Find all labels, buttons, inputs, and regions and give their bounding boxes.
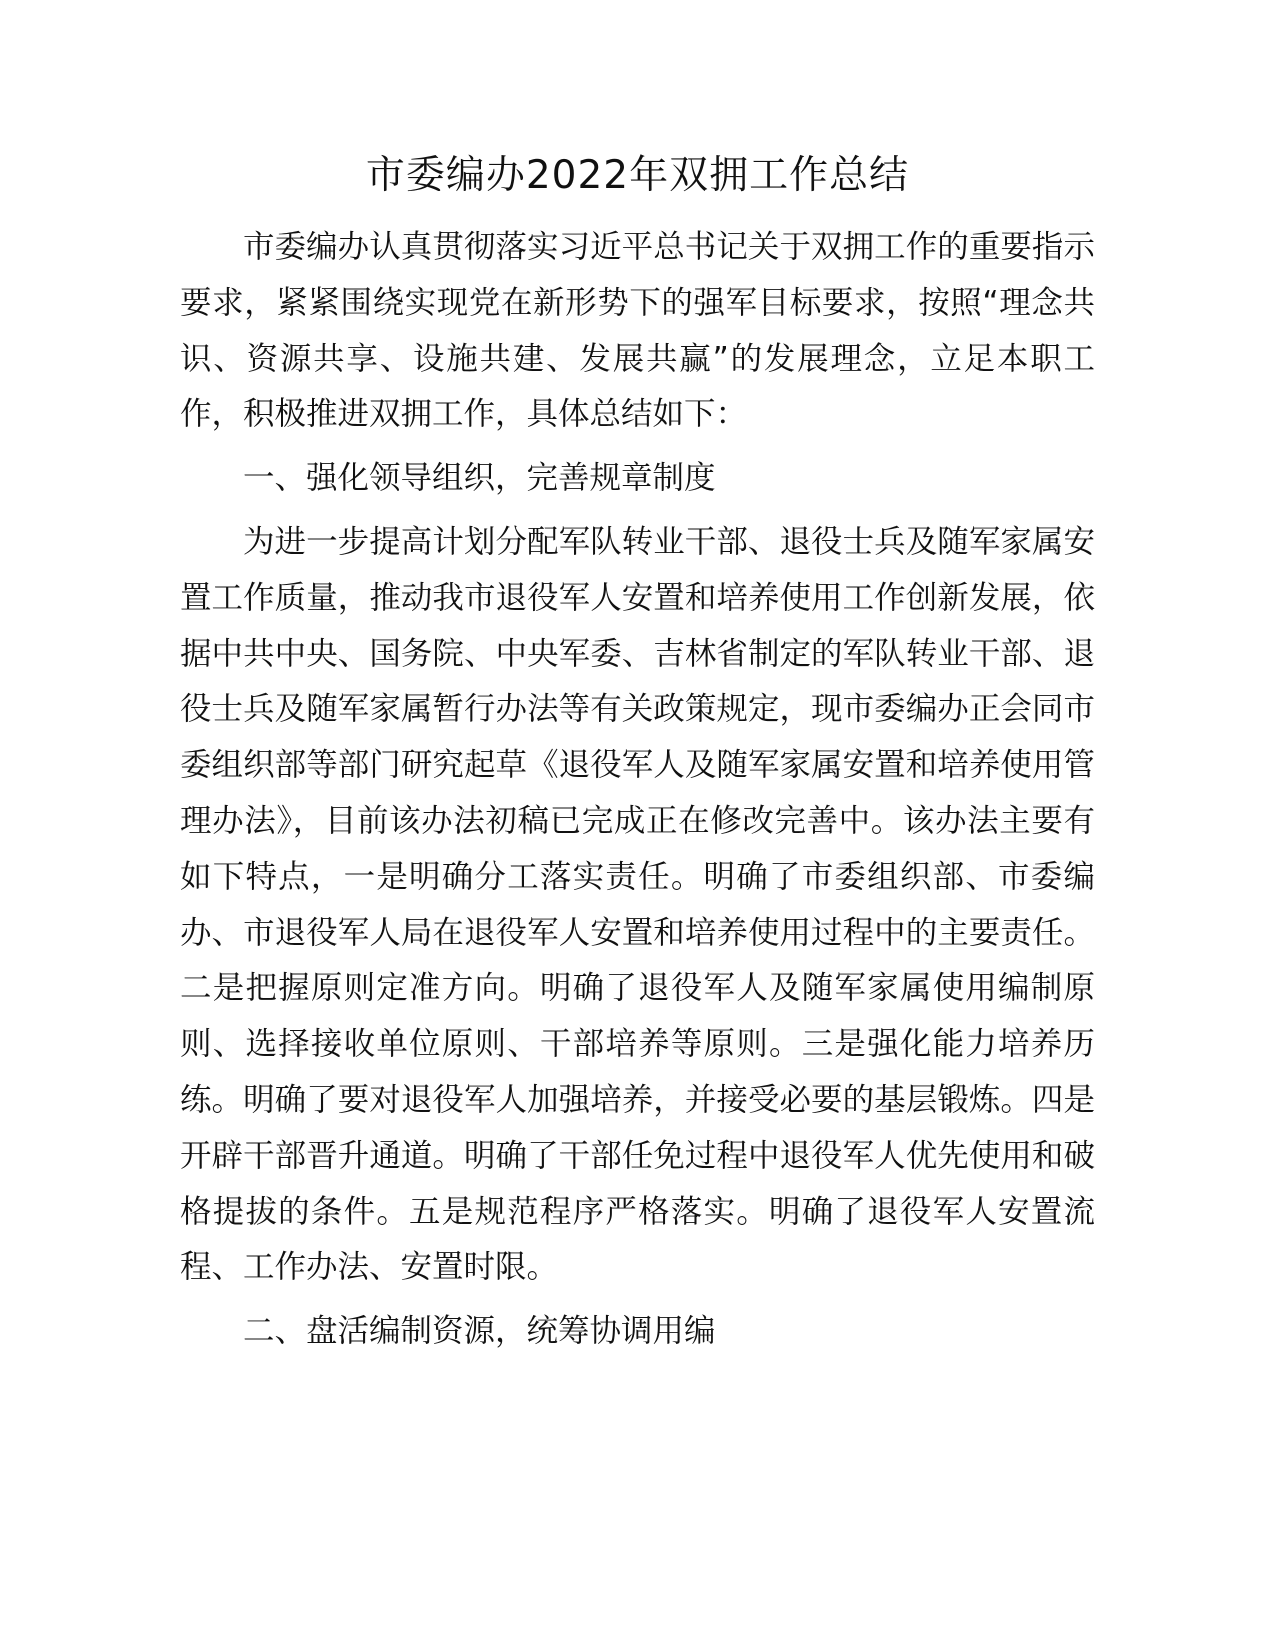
section-heading-2: 二、盘活编制资源，统筹协调用编 bbox=[243, 1313, 716, 1350]
section-1-paragraph: 为进一步提高计划分配军队转业干部、退役士兵及随军家属安置工作质量，推动我市退役军人安置和培养使用工作创新发展，依据中共中央、国务院、中央军委、吉林省制定的军队转业干部、退役士兵及随军家属暂行办法等有关政策规定，现市委编办正会同市委组织部等部门研究起草《退役军人及随军家属安置和培养使用管理办法》，目前该办法初稿已完成正在修改完善中。该办法主要有如下特点，一是明确分工落实责任。明确了市委组织部、市委编办、市退役军人局在退役军人安置和培养使用过程中的主要责任。二是把握原则定准方向。明确了退役军人及随军家属使用编制原则、选择接收单位原则、干部培养等原则。三是强化能力培养历练。明确了要对退役军人加强培养，并接受必要的基层锻炼。四是开辟干部晋升通道。明确了干部任免过程中退役军人优先使用和破格提拔的条件。五是规范程序严格落实。明确了退役军人安置流程、工作办法、安置时限。 bbox=[180, 523, 1095, 1286]
intro-paragraph: 市委编办认真贯彻落实习近平总书记关于双拥工作的重要指示要求，紧紧围绕实现党在新形势下的强军目标要求，按照“理念共识、资源共享、设施共建、发展共赢”的发展理念，立足本职工作，积极推进双拥工作，具体总结如下： bbox=[180, 229, 1095, 433]
document-body bbox=[180, 220, 1095, 1368]
section-heading-1: 一、强化领导组织，完善规章制度 bbox=[243, 460, 716, 497]
document-title: 市委编办2022年双拥工作总结 bbox=[365, 153, 910, 198]
